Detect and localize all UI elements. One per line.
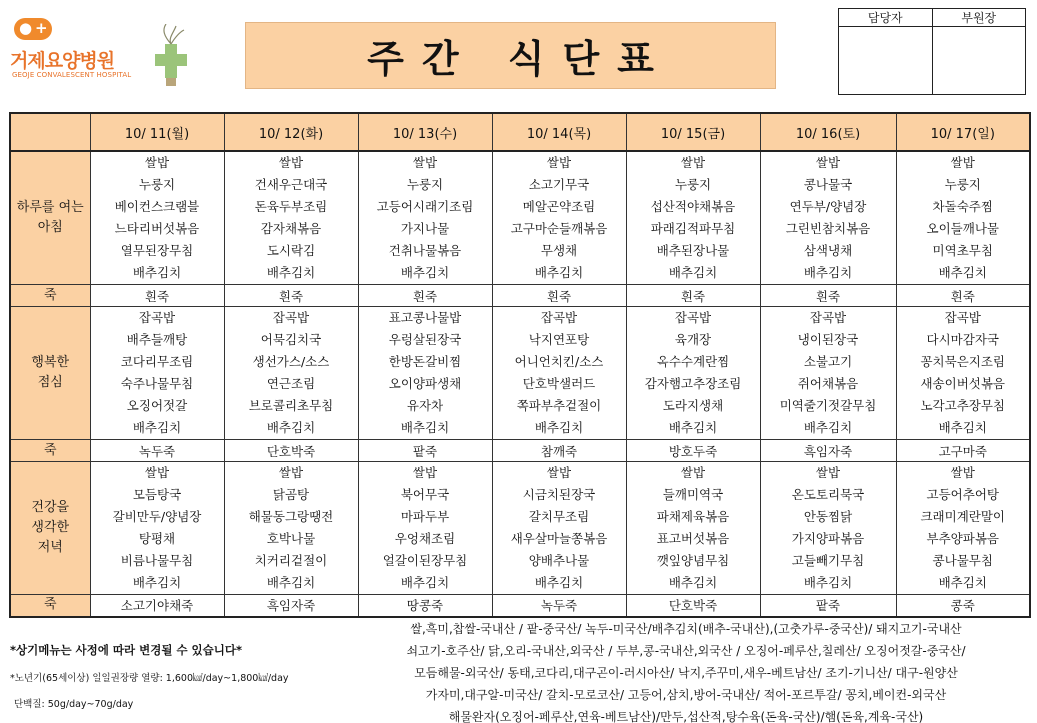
menu-item: 배추김치 bbox=[132, 575, 182, 590]
origin-line: 해물완자(오징어-페루산,연육-베트남산)/만두,섭산적,탕수육(돈육-국산)/햄(돈육,계육-국산) bbox=[448, 710, 924, 723]
menu-item: 고구마순들깨볶음 bbox=[510, 221, 608, 236]
menu-item: 한방돈갈비찜 bbox=[388, 354, 462, 369]
menu-item: 치커리겉절이 bbox=[254, 553, 328, 568]
menu-item: 베이컨스크램블 bbox=[114, 199, 200, 214]
porridge-item: 흰죽 bbox=[626, 285, 760, 307]
lunch-day-cell bbox=[626, 307, 760, 440]
menu-item: 배추김치 bbox=[266, 420, 316, 435]
menu-item: 배추김치 bbox=[938, 265, 987, 280]
lunch-day-cell bbox=[896, 307, 1030, 440]
menu-item: 메알곤약조림 bbox=[522, 199, 596, 214]
menu-item: 오이들깨나물 bbox=[926, 221, 999, 236]
origin-line: 쌀,흑미,찹쌀-국내산 / 팥-중국산/ 녹두-미국산/배추김치(배추-국내산),(고춧가루-중국산)/ 돼지고기-국내산 bbox=[410, 622, 962, 636]
approval-box bbox=[838, 8, 1026, 95]
dinner-day-cell bbox=[760, 462, 896, 595]
menu-item: 우렁살된장국 bbox=[388, 332, 462, 347]
menu-item: 다시마감자국 bbox=[926, 332, 999, 347]
menu-item: 느타리버섯볶음 bbox=[114, 221, 200, 236]
menu-item: 배추김치 bbox=[534, 265, 584, 280]
menu-item: 깻잎양념무침 bbox=[656, 553, 730, 568]
menu-item: 배추된장나물 bbox=[656, 243, 730, 258]
ingredient-origin-block bbox=[344, 618, 1028, 723]
page-title-banner bbox=[245, 22, 776, 89]
menu-item: 감자햄고추장조림 bbox=[644, 376, 742, 391]
menu-item: 낙지연포탕 bbox=[528, 332, 590, 347]
porridge-label: 죽 bbox=[10, 285, 90, 307]
menu-item: 닭곰탕 bbox=[272, 487, 310, 502]
menu-item: 가지양파볶음 bbox=[791, 531, 865, 546]
menu-item: 배추김치 bbox=[132, 265, 182, 280]
menu-item: 섭산적야채볶음 bbox=[650, 199, 736, 214]
breakfast-day-cell bbox=[90, 151, 224, 285]
cross-plant-icon bbox=[154, 24, 188, 86]
porridge-item: 단호박죽 bbox=[626, 595, 760, 617]
menu-item: 도시락김 bbox=[266, 243, 316, 258]
menu-item: 그린빈참치볶음 bbox=[785, 221, 871, 236]
menu-item: 해물동그랑땡전 bbox=[248, 509, 334, 524]
lunch-label-line: 점심 bbox=[37, 375, 63, 390]
date-header-row bbox=[10, 113, 1030, 151]
menu-item: 쌀밥 bbox=[144, 465, 170, 480]
menu-item: 잡곡밥 bbox=[138, 310, 176, 325]
porridge-item: 흑임자죽 bbox=[224, 595, 358, 617]
menu-item: 얼갈이된장무침 bbox=[382, 553, 468, 568]
menu-item: 쌀밥 bbox=[680, 155, 706, 170]
hospital-logo bbox=[6, 10, 191, 80]
menu-item: 누룽지 bbox=[674, 177, 712, 192]
weekly-menu-table bbox=[9, 112, 1031, 618]
menu-item: 미역초무침 bbox=[932, 243, 993, 258]
hospital-subtitle: GEOJE CONVALESCENT HOSPITAL bbox=[12, 71, 132, 79]
menu-item: 냉이된장국 bbox=[797, 332, 859, 347]
porridge-item: 흰죽 bbox=[224, 285, 358, 307]
menu-item: 생선가스/소스 bbox=[252, 354, 330, 369]
menu-item: 도라지생채 bbox=[662, 398, 724, 413]
menu-item: 노각고추장무침 bbox=[920, 398, 1006, 413]
menu-item: 쌀밥 bbox=[278, 155, 304, 170]
origin-line: 쇠고기-호주산/ 닭,오리-국내산,외국산 / 두부,콩-국내산,외국산 / 오징어-페루산,칠레산/ 오징어젓갈-중국산/ bbox=[406, 644, 966, 658]
dinner-row bbox=[10, 462, 1030, 595]
menu-item: 배추김치 bbox=[266, 575, 316, 590]
menu-item: 갈치무조림 bbox=[528, 509, 590, 524]
menu-item: 가지나물 bbox=[400, 221, 450, 236]
approval-header-staff: 담당자 bbox=[839, 9, 933, 27]
menu-item: 어니언치킨/소스 bbox=[514, 354, 604, 369]
dinner-label-line: 건강을 bbox=[31, 500, 70, 515]
porridge-item: 땅콩죽 bbox=[358, 595, 492, 617]
porridge-item: 녹두죽 bbox=[90, 440, 224, 462]
menu-item: 배추김치 bbox=[803, 420, 853, 435]
menu-item: 쌀밥 bbox=[546, 465, 572, 480]
menu-item: 콩나물무침 bbox=[932, 553, 993, 568]
menu-item: 배추들깨탕 bbox=[126, 332, 188, 347]
porridge-item: 단호박죽 bbox=[224, 440, 358, 462]
menu-item: 양배추나물 bbox=[528, 553, 590, 568]
menu-item: 건새우근대국 bbox=[254, 177, 328, 192]
date-header: 10/ 14(목) bbox=[492, 113, 626, 151]
menu-item: 우엉채조림 bbox=[394, 531, 456, 546]
dinner-label-line: 저녁 bbox=[37, 540, 63, 555]
menu-item: 파래김적파무침 bbox=[650, 221, 736, 236]
breakfast-day-cell bbox=[492, 151, 626, 285]
menu-item: 잡곡밥 bbox=[944, 310, 981, 325]
menu-item: 들깨미역국 bbox=[662, 487, 724, 502]
porridge-item: 방호두죽 bbox=[626, 440, 760, 462]
menu-item: 육개장 bbox=[674, 332, 712, 347]
menu-item: 연근조림 bbox=[266, 376, 316, 391]
menu-item: 무생채 bbox=[540, 243, 578, 258]
protein-guideline: 단백질: 50g/day~70g/day bbox=[14, 699, 134, 710]
menu-item: 배추김치 bbox=[938, 575, 987, 590]
menu-item: 배추김치 bbox=[400, 265, 450, 280]
hospital-name: 거제요양병원 bbox=[10, 50, 115, 72]
menu-item: 소불고기 bbox=[803, 354, 853, 369]
breakfast-day-cell bbox=[358, 151, 492, 285]
menu-item: 고들빼기무침 bbox=[791, 553, 865, 568]
menu-item: 배추김치 bbox=[534, 575, 584, 590]
approval-sign-vice-director[interactable] bbox=[932, 27, 1026, 95]
menu-item: 쌀밥 bbox=[278, 465, 304, 480]
menu-item: 소고기무국 bbox=[528, 177, 590, 192]
porridge-item: 흰죽 bbox=[896, 285, 1030, 307]
menu-item: 마파두부 bbox=[400, 509, 450, 524]
menu-item: 누룽지 bbox=[944, 177, 981, 192]
menu-item: 새송이버섯볶음 bbox=[920, 376, 1006, 391]
porridge-item: 팥죽 bbox=[358, 440, 492, 462]
menu-item: 오이양파생채 bbox=[388, 376, 462, 391]
notes-block bbox=[10, 636, 340, 710]
dinner-day-cell bbox=[492, 462, 626, 595]
lunch-row bbox=[10, 307, 1030, 440]
menu-item: 열무된장무침 bbox=[120, 243, 194, 258]
dinner-day-cell bbox=[896, 462, 1030, 595]
menu-item: 배추김치 bbox=[132, 420, 182, 435]
menu-item: 코다리무조림 bbox=[120, 354, 194, 369]
menu-item: 배추김치 bbox=[668, 420, 718, 435]
menu-item: 잡곡밥 bbox=[809, 310, 847, 325]
menu-item: 연두부/양념장 bbox=[789, 199, 867, 214]
menu-item: 배추김치 bbox=[938, 420, 987, 435]
menu-item: 호박나물 bbox=[266, 531, 316, 546]
menu-item: 단호박샐러드 bbox=[522, 376, 596, 391]
porridge-item: 콩죽 bbox=[896, 595, 1030, 617]
date-header: 10/ 12(화) bbox=[224, 113, 358, 151]
logo-mark-icon: ● + bbox=[14, 18, 52, 40]
menu-item: 크래미계란말이 bbox=[920, 509, 1006, 524]
breakfast-label-line: 하루를 여는 bbox=[16, 200, 84, 215]
menu-item: 배추김치 bbox=[400, 420, 450, 435]
menu-item: 잡곡밥 bbox=[540, 310, 578, 325]
menu-item: 새우살마늘쫑볶음 bbox=[510, 531, 608, 546]
menu-item: 옥수수계란찜 bbox=[656, 354, 730, 369]
breakfast-day-cell bbox=[626, 151, 760, 285]
date-header: 10/ 17(일) bbox=[896, 113, 1030, 151]
breakfast-row bbox=[10, 151, 1030, 285]
dinner-day-cell bbox=[626, 462, 760, 595]
lunch-day-cell bbox=[760, 307, 896, 440]
porridge-label: 죽 bbox=[10, 595, 90, 617]
menu-item: 쌀밥 bbox=[815, 465, 841, 480]
menu-item: 쌀밥 bbox=[412, 465, 438, 480]
menu-item: 잡곡밥 bbox=[674, 310, 712, 325]
dinner-label bbox=[10, 462, 90, 595]
menu-item: 쌀밥 bbox=[680, 465, 706, 480]
menu-item: 유자차 bbox=[406, 398, 444, 413]
change-notice: *상기메뉴는 사정에 따라 변경될 수 있습니다* bbox=[10, 643, 243, 657]
porridge-item: 참깨죽 bbox=[492, 440, 626, 462]
lunch-day-cell bbox=[492, 307, 626, 440]
date-header: 10/ 16(토) bbox=[760, 113, 896, 151]
menu-item: 감자채볶음 bbox=[260, 221, 322, 236]
menu-item: 배추김치 bbox=[266, 265, 316, 280]
menu-item: 고등어시래기조림 bbox=[376, 199, 474, 214]
menu-item: 갈비만두/양념장 bbox=[112, 509, 202, 524]
menu-item: 배추김치 bbox=[534, 420, 584, 435]
menu-item: 북어무국 bbox=[400, 487, 450, 502]
breakfast-label-line: 아침 bbox=[37, 220, 63, 235]
menu-item: 배추김치 bbox=[400, 575, 450, 590]
menu-item: 오징어젓갈 bbox=[126, 398, 188, 413]
lunch-porridge-row bbox=[10, 440, 1030, 462]
lunch-label bbox=[10, 307, 90, 440]
menu-item: 부추양파볶음 bbox=[926, 531, 999, 546]
breakfast-day-cell bbox=[896, 151, 1030, 285]
approval-header-vice-director: 부원장 bbox=[932, 9, 1026, 27]
porridge-item: 팥죽 bbox=[760, 595, 896, 617]
porridge-label: 죽 bbox=[10, 440, 90, 462]
menu-item: 삼색냉채 bbox=[803, 243, 853, 258]
breakfast-porridge-row bbox=[10, 285, 1030, 307]
menu-item: 고등어추어탕 bbox=[926, 487, 999, 502]
menu-item: 돈육두부조림 bbox=[254, 199, 328, 214]
lunch-label-line: 행복한 bbox=[31, 355, 70, 370]
breakfast-day-cell bbox=[760, 151, 896, 285]
menu-item: 안동찜닭 bbox=[803, 509, 853, 524]
porridge-item: 소고기야채죽 bbox=[90, 595, 224, 617]
menu-item: 쪽파부추겉절이 bbox=[516, 398, 602, 413]
menu-item: 시금치된장국 bbox=[522, 487, 596, 502]
menu-item: 쌀밥 bbox=[144, 155, 170, 170]
menu-item: 쌀밥 bbox=[950, 465, 975, 480]
calorie-guideline: *노년기(65세이상) 일일권장량 열량: 1,600㎉/day~1,800㎉/day bbox=[10, 673, 289, 684]
porridge-item: 흰죽 bbox=[358, 285, 492, 307]
menu-item: 쥐어채볶음 bbox=[797, 376, 859, 391]
porridge-item: 흰죽 bbox=[492, 285, 626, 307]
corner-cell bbox=[10, 113, 90, 151]
dinner-day-cell bbox=[90, 462, 224, 595]
menu-item: 누룽지 bbox=[406, 177, 444, 192]
menu-item: 파채제육볶음 bbox=[656, 509, 730, 524]
menu-item: 쌀밥 bbox=[546, 155, 572, 170]
menu-item: 온도토리묵국 bbox=[791, 487, 865, 502]
menu-item: 배추김치 bbox=[803, 575, 853, 590]
origin-line: 가자미,대구알-미국산/ 갈치-모로코산/ 고등어,삼치,방어-국내산/ 적어-포르투갈/ 꽁치,베이컨-외국산 bbox=[425, 688, 947, 702]
dinner-day-cell bbox=[358, 462, 492, 595]
menu-item: 쌀밥 bbox=[815, 155, 841, 170]
date-header: 10/ 11(월) bbox=[90, 113, 224, 151]
menu-item: 비름나물무침 bbox=[120, 553, 194, 568]
dinner-porridge-row bbox=[10, 595, 1030, 617]
menu-item: 배추김치 bbox=[803, 265, 853, 280]
date-header: 10/ 15(금) bbox=[626, 113, 760, 151]
menu-item: 탕평채 bbox=[138, 531, 176, 546]
porridge-item: 녹두죽 bbox=[492, 595, 626, 617]
menu-item: 미역줄기젓갈무침 bbox=[779, 398, 877, 413]
lunch-day-cell bbox=[224, 307, 358, 440]
porridge-item: 흰죽 bbox=[90, 285, 224, 307]
lunch-day-cell bbox=[358, 307, 492, 440]
menu-item: 쌀밥 bbox=[950, 155, 975, 170]
porridge-item: 흰죽 bbox=[760, 285, 896, 307]
menu-item: 숙주나물무침 bbox=[120, 376, 194, 391]
menu-item: 배추김치 bbox=[668, 265, 718, 280]
breakfast-label bbox=[10, 151, 90, 285]
menu-item: 누룽지 bbox=[138, 177, 176, 192]
menu-item: 어묵김치국 bbox=[260, 332, 322, 347]
origin-line: 모듬해물-외국산/ 동태,코다리,대구곤이-러시아산/ 낙지,주꾸미,새우-베트남산/ 조기-기니산/ 대구-원양산 bbox=[414, 666, 958, 680]
date-header: 10/ 13(수) bbox=[358, 113, 492, 151]
menu-item: 브로콜리초무침 bbox=[248, 398, 334, 413]
menu-item: 쌀밥 bbox=[412, 155, 438, 170]
menu-item: 표고버섯볶음 bbox=[656, 531, 730, 546]
dinner-label-line: 생각한 bbox=[31, 520, 70, 535]
menu-item: 모듬탕국 bbox=[132, 487, 182, 502]
lunch-day-cell bbox=[90, 307, 224, 440]
menu-item: 꽁치묵은지조림 bbox=[920, 354, 1006, 369]
page-title: 주간 식단표 bbox=[367, 37, 672, 81]
porridge-item: 흑임자죽 bbox=[760, 440, 896, 462]
breakfast-day-cell bbox=[224, 151, 358, 285]
menu-item: 배추김치 bbox=[668, 575, 718, 590]
menu-item: 잡곡밥 bbox=[272, 310, 310, 325]
menu-item: 콩나물국 bbox=[803, 177, 853, 192]
menu-item: 표고콩나물밥 bbox=[388, 310, 462, 325]
approval-sign-staff[interactable] bbox=[839, 27, 933, 95]
porridge-item: 고구마죽 bbox=[896, 440, 1030, 462]
menu-item: 건취나물볶음 bbox=[388, 243, 462, 258]
menu-item: 차돌숙주찜 bbox=[932, 199, 993, 214]
dinner-day-cell bbox=[224, 462, 358, 595]
